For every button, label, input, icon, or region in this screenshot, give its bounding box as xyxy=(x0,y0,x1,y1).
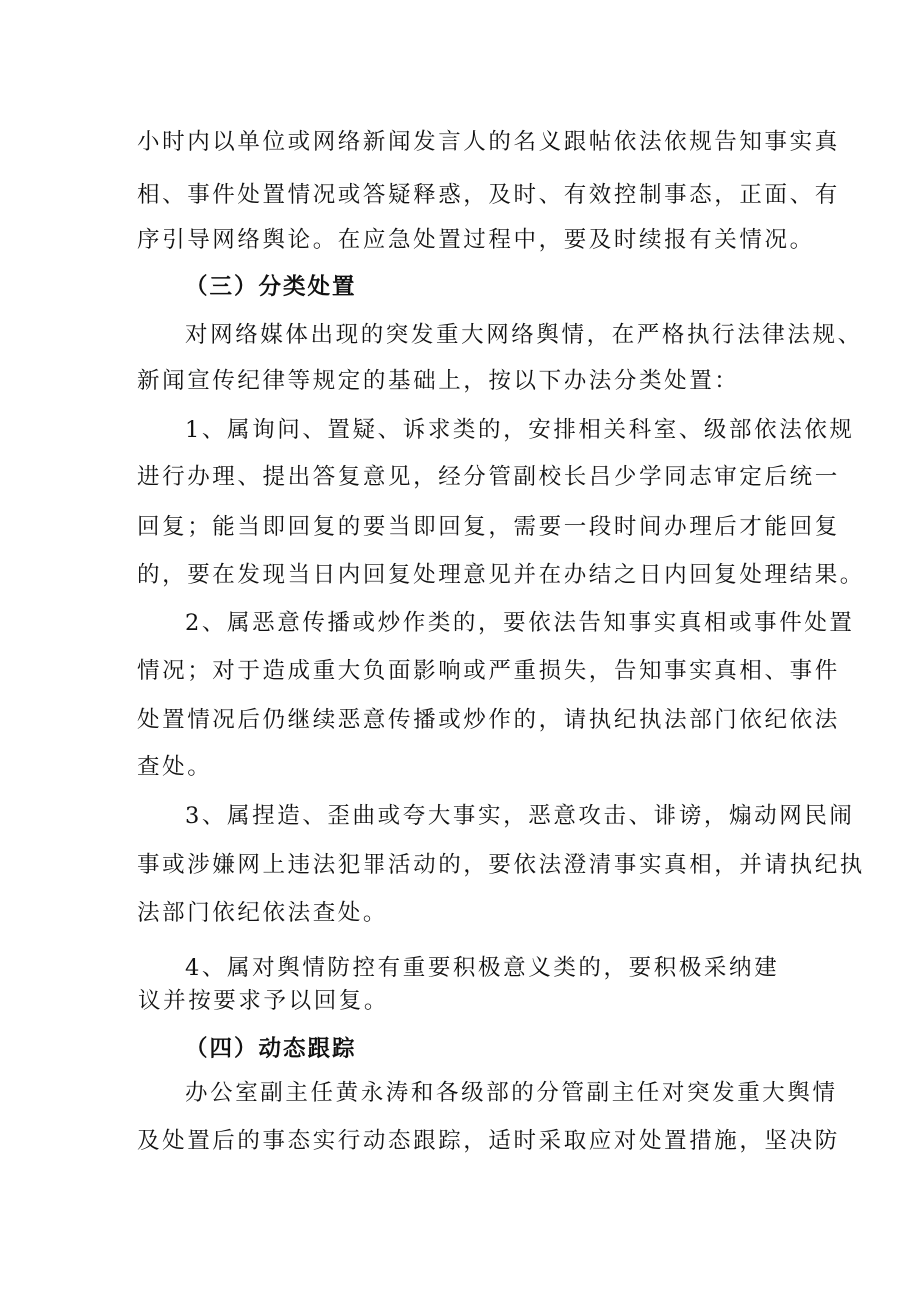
paragraph-line: 及处置后的事态实行动态跟踪，适时采取应对处置措施，坚决防 xyxy=(137,1128,840,1154)
list-item-3-line: 法部门依纪依法查处。 xyxy=(137,900,389,926)
section-heading-3: （三）分类处置 xyxy=(185,274,357,300)
list-item-3-line: 3、属捏造、歪曲或夸大事实，恶意攻击、诽谤，煽动网民闹 xyxy=(185,803,855,829)
list-item-1-line: 回复；能当即回复的要当即回复，需要一段时间办理后才能回复 xyxy=(137,514,840,540)
list-item-2-line: 情况；对于造成重大负面影响或严重损失，告知事实真相、事件 xyxy=(137,658,840,684)
list-item-4-line: 4、属对舆情防控有重要积极意义类的，要积极采纳建 xyxy=(185,955,780,981)
list-item-1-line: 进行办理、提出答复意见，经分管副校长吕少学同志审定后统一 xyxy=(137,464,840,490)
list-item-1-line: 1、属询问、置疑、诉求类的，安排相关科室、级部依法依规 xyxy=(185,417,855,443)
paragraph-line: 相、事件处置情况或答疑释惑，及时、有效控制事态，正面、有 xyxy=(137,182,840,208)
list-item-3-line: 事或涉嫌网上违法犯罪活动的，要依法澄清事实真相，并请执纪执 xyxy=(137,852,865,878)
paragraph-line: 序引导网络舆论。在应急处置过程中，要及时续报有关情况。 xyxy=(137,227,815,253)
list-item-1-line: 的，要在发现当日内回复处理意见并在办结之日内回复处理结果。 xyxy=(137,562,865,588)
paragraph-line: 新闻宣传纪律等规定的基础上，按以下办法分类处置： xyxy=(137,368,740,394)
paragraph-line: 对网络媒体出现的突发重大网络舆情，在严格执行法律法规、 xyxy=(185,322,863,348)
list-item-2-line: 处置情况后仍继续恶意传播或炒作的，请执纪执法部门依纪依法 xyxy=(137,707,840,733)
list-item-4-line: 议并按要求予以回复。 xyxy=(138,988,390,1014)
paragraph-line: 办公室副主任黄永涛和各级部的分管副主任对突发重大舆情 xyxy=(185,1080,838,1106)
section-heading-4: （四）动态跟踪 xyxy=(185,1036,357,1062)
paragraph-line: 小时内以单位或网络新闻发言人的名义跟帖依法依规告知事实真 xyxy=(137,129,840,155)
list-item-2-line: 2、属恶意传播或炒作类的，要依法告知事实真相或事件处置 xyxy=(185,610,855,636)
list-item-2-line: 查处。 xyxy=(137,754,213,780)
